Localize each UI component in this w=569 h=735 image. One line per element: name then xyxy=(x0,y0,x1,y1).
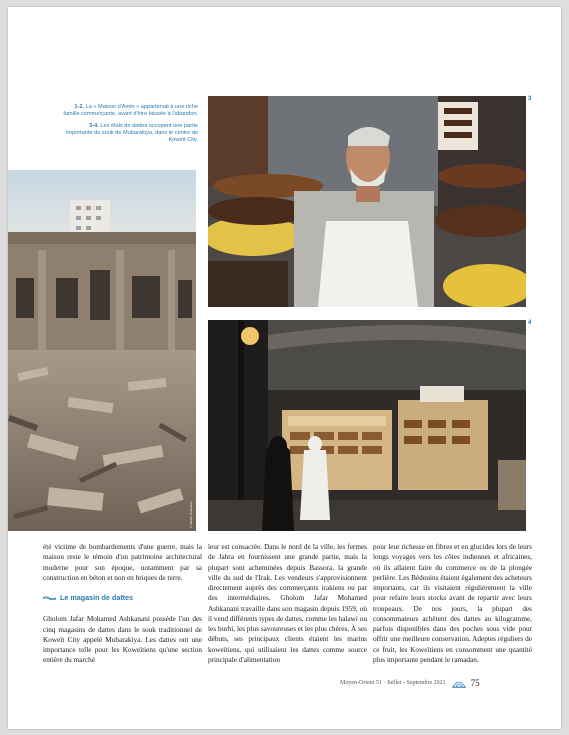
article-paragraph: Gholom Jafar Mohamed Ashkanani possède l'un des cinq magasins de dattes dans le souk traditionnel de Koweït City appelé Mubarakiya. Les dattes ont une importance telle pour les Koweïtiens qu'une section entière du marché xyxy=(43,615,202,665)
article-column-1 xyxy=(43,542,202,666)
article-paragraph: leur est consacrée. Dans le nord de la ville, les fermes de Jahra en fournissent une grande partie, mais la plupart sont acheminées depuis Bassora, la grande ville du sud de l'Irak. Les vendeurs s'approvisionnent directement auprès des commerçants irakiens ou par des intermédiaires. Gholom Jafar Mohamed Ashkanani travaille dans son magasin depuis 1959, où il vend différents types de dattes, comme les halawi ou les burhi, les plus savoureuses et les plus chères. À ses débuts, ses principaux clients étaient les marins koweïtiens, qui utilisaient les dattes comme source principale d'alimentation xyxy=(208,543,367,664)
page-number: 75 xyxy=(470,678,480,688)
article-column-3 xyxy=(373,542,532,665)
page-footer xyxy=(340,678,540,688)
subheading-text: Le magasin de dattes xyxy=(60,593,134,602)
article-paragraph: pour leur richesse en fibres et en glucides lors de leurs longs voyages vers les côtes indiennes et africaines, où ils allaient faire du commerce ou de la plongée perlière. Les Bédouins étaient également des acheteurs importants, car ils visitaient régulièrement la ville pour refaire leurs stocks avant de repartir avec leurs troupeaux. De nos jours, la plupart des consommateurs achètent des dattes au kilogramme, parfois disponibles dans des poches sous vide pour offrir une meilleure conservation. Adeptes réguliers de ce fruit, les Koweïtiens en consomment une quantité plus importante pendant le ramadan. xyxy=(373,543,532,664)
photo-number-4: 4 xyxy=(528,320,532,326)
photo-date-seller xyxy=(208,96,526,307)
issue-line: Moyen-Orient 51 · Juillet - Septembre 2021 xyxy=(340,680,446,686)
photo-ruined-house xyxy=(8,170,196,531)
caption-3-4: 3-4. Les étals de dattes occupent une partie importante du souk de Mubarakiya, dans le centre de Koweït City. xyxy=(66,123,198,143)
article-column-2 xyxy=(208,542,367,665)
photo-number-3: 3 xyxy=(528,96,532,102)
photo-credit: © Wildan Dubaikhar xyxy=(189,501,193,528)
lotus-logo-icon xyxy=(452,679,466,688)
section-subheading xyxy=(43,593,202,603)
article-paragraph: été victime de bombardements d'une guerre, mais la maison reste le témoin d'un patrimoine architectural moderne pour son époque, notamment par sa construction en béton et non en briques de terre. xyxy=(43,543,202,582)
photo-souk-stall xyxy=(208,320,526,531)
caption-1-2: 1-2. La « Maison d'Amin » appartenait à une riche famille commerçante, avant d'être laissée à l'abandon. xyxy=(63,104,198,117)
photo-captions xyxy=(62,104,198,149)
ornament-icon xyxy=(43,596,56,600)
